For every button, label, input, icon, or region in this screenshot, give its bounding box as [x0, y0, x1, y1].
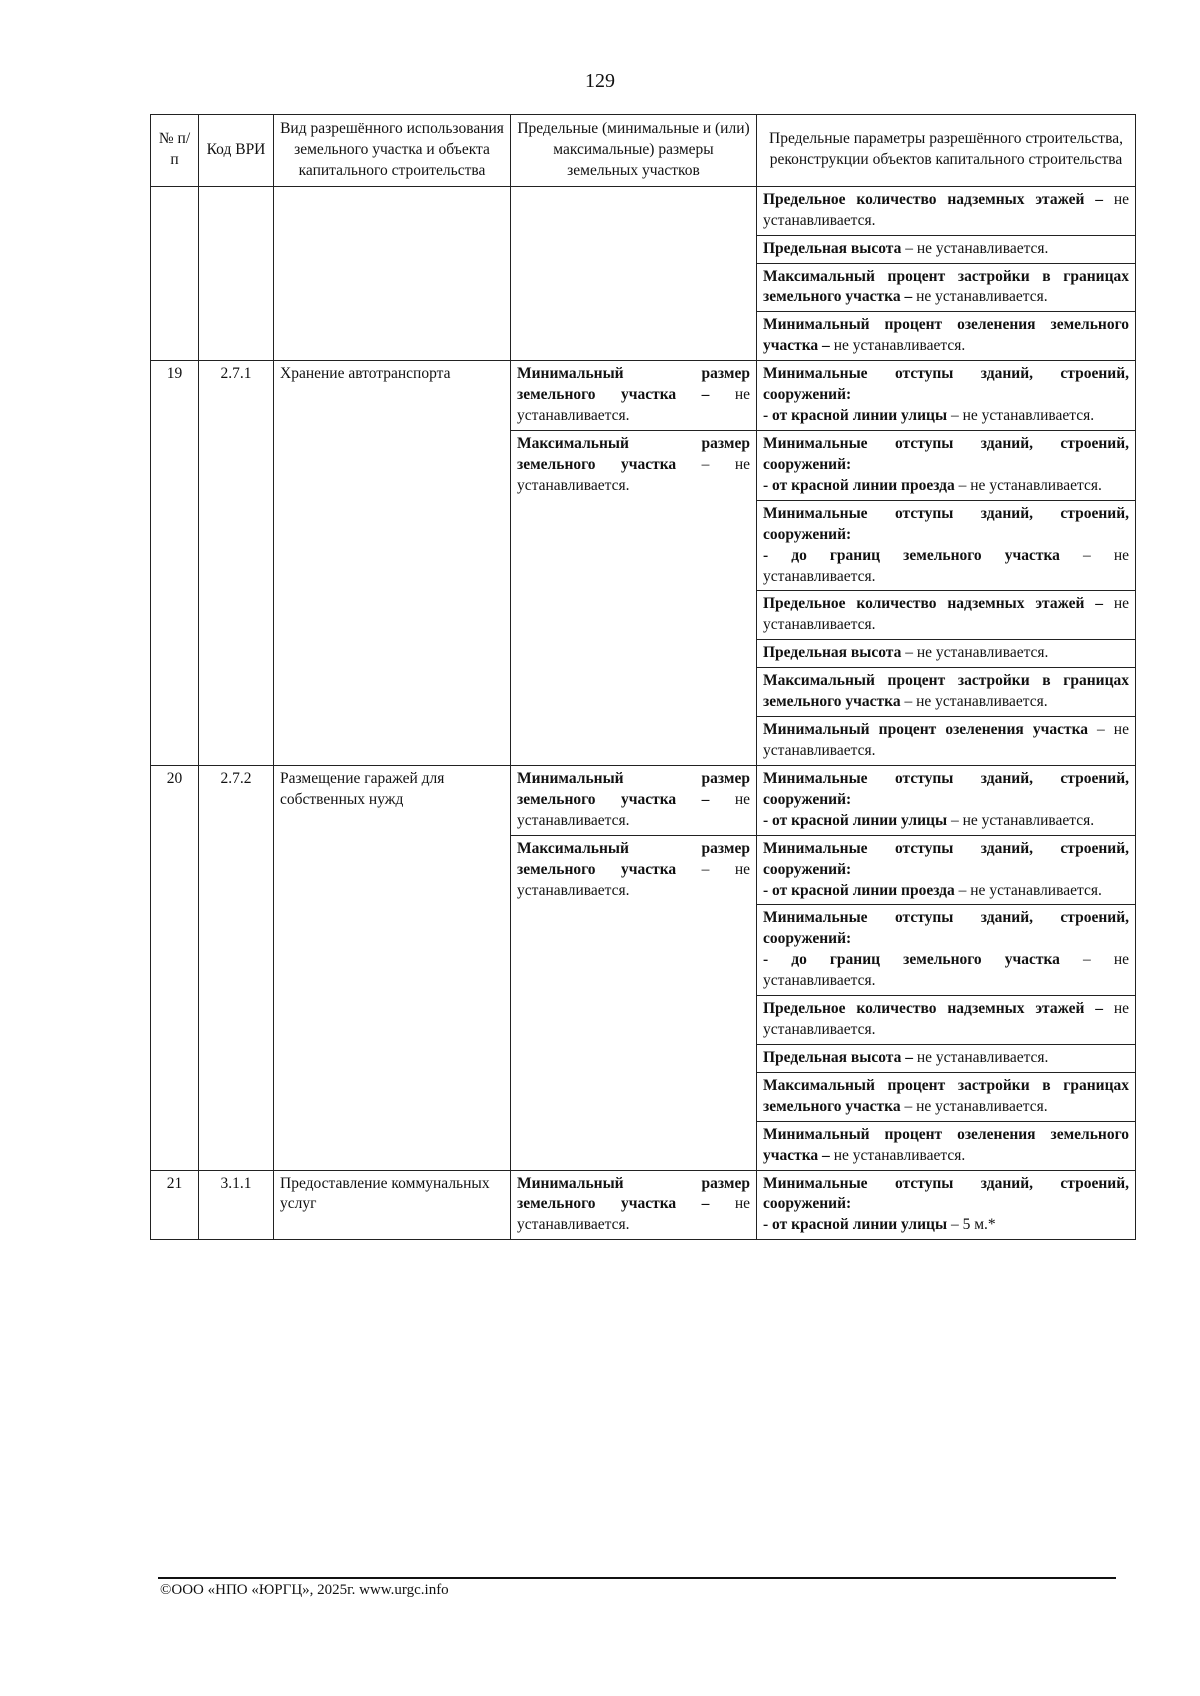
- footer-copyright: ©ООО «НПО «ЮРГЦ», 2025г. www.urgc.info: [160, 1582, 449, 1598]
- param-cell: Минимальные отступы зданий, строений, сооружений: - от красной линии улицы – 5 м.*: [757, 1170, 1136, 1240]
- table-row: [151, 361, 1136, 431]
- param-cell: Максимальный процент застройки в границах земельного участка – не устанавливается.: [757, 1072, 1136, 1121]
- max-size-cell: Максимальный размер земельного участка – не устанавливается.: [511, 835, 757, 1170]
- row-number: 19: [151, 361, 199, 766]
- row-code: 2.7.2: [199, 765, 274, 1170]
- param-cell: Минимальные отступы зданий, строений, сооружений: - от красной линии проезда – не устанавливается.: [757, 430, 1136, 500]
- max-size-cell: Максимальный размер земельного участка – не устанавливается.: [511, 430, 757, 765]
- param-cell: Предельная высота – не устанавливается.: [757, 640, 1136, 668]
- param-cell: Минимальные отступы зданий, строений, сооружений: - до границ земельного участка – не устанавливается.: [757, 905, 1136, 996]
- header-use: Вид разрешённого использования земельного участка и объекта капитального строительства: [274, 115, 511, 187]
- header-size: Предельные (минимальные и (или) максимальные) размеры земельных участков: [511, 115, 757, 187]
- min-size-cell: Минимальный размер земельного участка – не устанавливается.: [511, 1170, 757, 1240]
- param-cell: Предельное количество надземных этажей – не устанавливается.: [757, 186, 1136, 235]
- row-code: 3.1.1: [199, 1170, 274, 1240]
- row-number: 21: [151, 1170, 199, 1240]
- param-cell: Минимальный процент озеленения участка – не устанавливается.: [757, 717, 1136, 766]
- header-code: Код ВРИ: [199, 115, 274, 187]
- param-cell: Максимальный процент застройки в границах земельного участка – не устанавливается.: [757, 263, 1136, 312]
- param-cell: Предельная высота – не устанавливается.: [757, 235, 1136, 263]
- row-number: 20: [151, 765, 199, 1170]
- table-row: [151, 765, 1136, 835]
- footer-divider: [158, 1577, 1116, 1579]
- header-params: Предельные параметры разрешённого строительства, реконструкции объектов капитального строительства: [757, 115, 1136, 187]
- row-code: 2.7.1: [199, 361, 274, 766]
- param-cell: Минимальные отступы зданий, строений, сооружений: - от красной линии проезда – не устанавливается.: [757, 835, 1136, 905]
- param-cell: Минимальные отступы зданий, строений, сооружений: - до границ земельного участка – не устанавливается.: [757, 500, 1136, 591]
- param-cell: Минимальные отступы зданий, строений, сооружений: - от красной линии улицы – не устанавливается.: [757, 361, 1136, 431]
- param-cell: Минимальные отступы зданий, строений, сооружений: - от красной линии улицы – не устанавливается.: [757, 765, 1136, 835]
- param-cell: Минимальный процент озеленения земельного участка – не устанавливается.: [757, 1121, 1136, 1170]
- param-cell: Максимальный процент застройки в границах земельного участка – не устанавливается.: [757, 668, 1136, 717]
- cell-use: [274, 186, 511, 360]
- param-cell: Предельное количество надземных этажей – не устанавливается.: [757, 591, 1136, 640]
- table-header-row: [151, 115, 1136, 187]
- row-use: Размещение гаражей для собственных нужд: [274, 765, 511, 1170]
- param-cell: Минимальный процент озеленения земельного участка – не устанавливается.: [757, 312, 1136, 361]
- page-number: 129: [585, 70, 615, 92]
- min-size-cell: Минимальный размер земельного участка – не устанавливается.: [511, 765, 757, 835]
- param-cell: Предельное количество надземных этажей – не устанавливается.: [757, 996, 1136, 1045]
- min-size-cell: Минимальный размер земельного участка – не устанавливается.: [511, 361, 757, 431]
- table-row: [151, 186, 1136, 235]
- cell-code: [199, 186, 274, 360]
- cell-size: [511, 186, 757, 360]
- param-cell: Предельная высота – не устанавливается.: [757, 1044, 1136, 1072]
- row-use: Хранение автотранспорта: [274, 361, 511, 766]
- table-row: [151, 1170, 1136, 1240]
- row-use: Предоставление коммунальных услуг: [274, 1170, 511, 1240]
- parameters-table: [150, 114, 1136, 1240]
- cell-num: [151, 186, 199, 360]
- header-num: № п/п: [151, 115, 199, 187]
